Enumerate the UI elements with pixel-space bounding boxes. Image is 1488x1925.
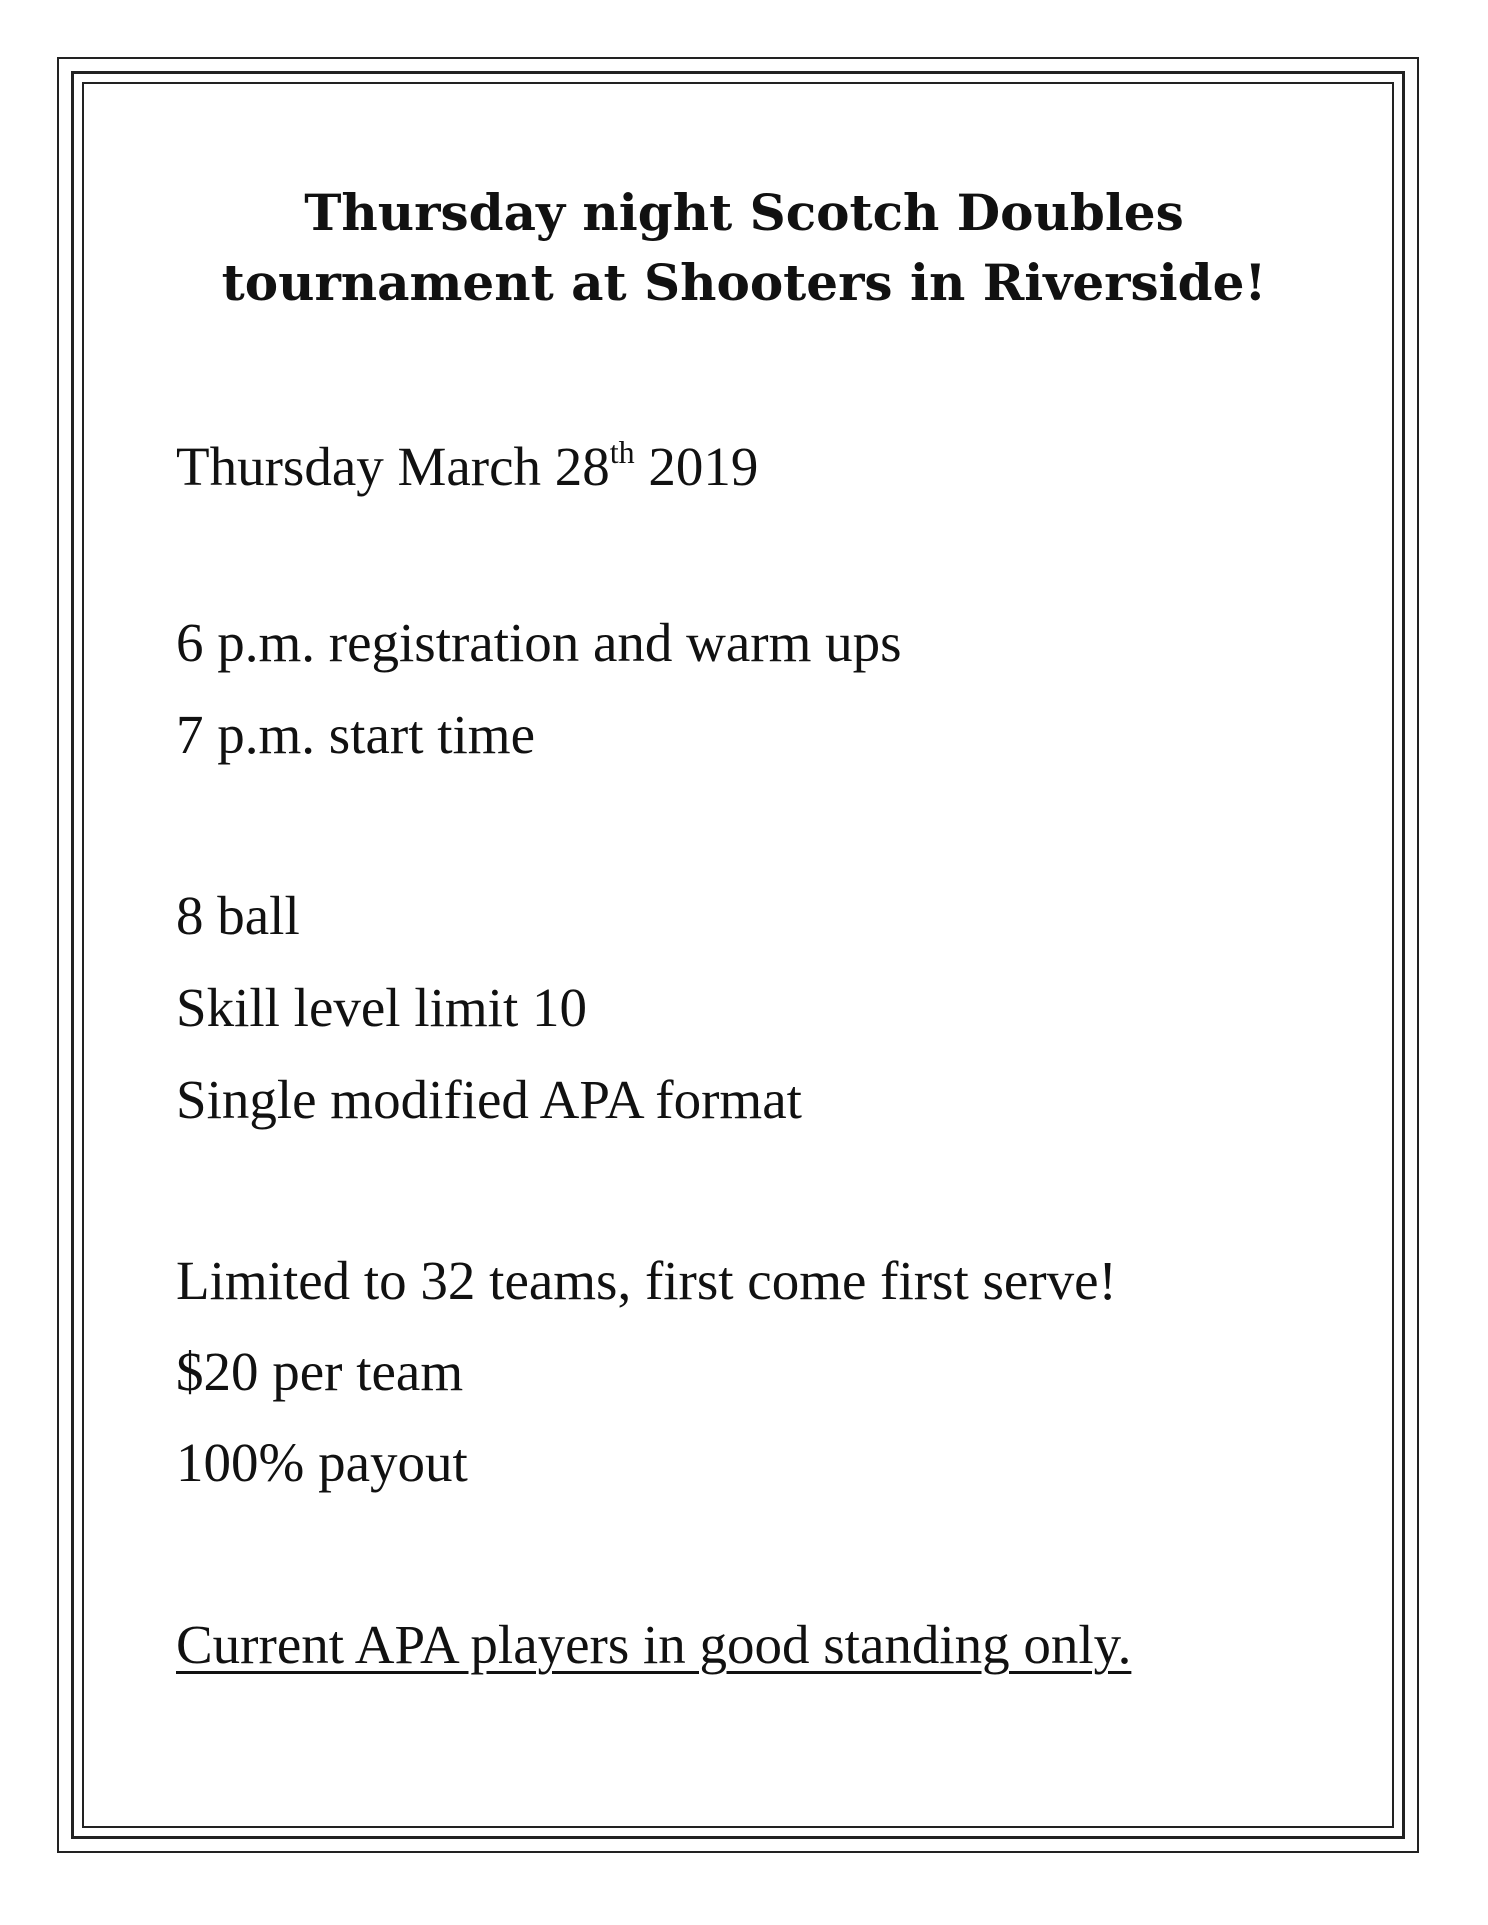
- start-time: 7 p.m. start time: [176, 704, 535, 765]
- page-border-middle: [71, 71, 1405, 1839]
- event-date-ordinal: th: [609, 434, 635, 470]
- skill-limit: Skill level limit 10: [176, 977, 587, 1038]
- event-date-year: 2019: [634, 436, 759, 497]
- flyer-title: [0, 178, 1488, 318]
- page-border-outer: [57, 57, 1419, 1853]
- tournament-format: Single modified APA format: [176, 1069, 802, 1130]
- event-date: [176, 436, 758, 498]
- title-line-1: Thursday night Scotch Doubles: [304, 183, 1184, 242]
- eligibility-notice: Current APA players in good standing only.: [176, 1614, 1132, 1675]
- entry-fee: $20 per team: [176, 1341, 464, 1402]
- registration-time: 6 p.m. registration and warm ups: [176, 612, 902, 673]
- payout: 100% payout: [176, 1432, 468, 1493]
- page-border-inner: [82, 82, 1394, 1828]
- game-type: 8 ball: [176, 885, 300, 946]
- team-limit: Limited to 32 teams, first come first serve!: [176, 1250, 1117, 1311]
- title-line-2: tournament at Shooters in Riverside!: [221, 253, 1267, 312]
- event-date-prefix: Thursday March 28: [176, 436, 610, 497]
